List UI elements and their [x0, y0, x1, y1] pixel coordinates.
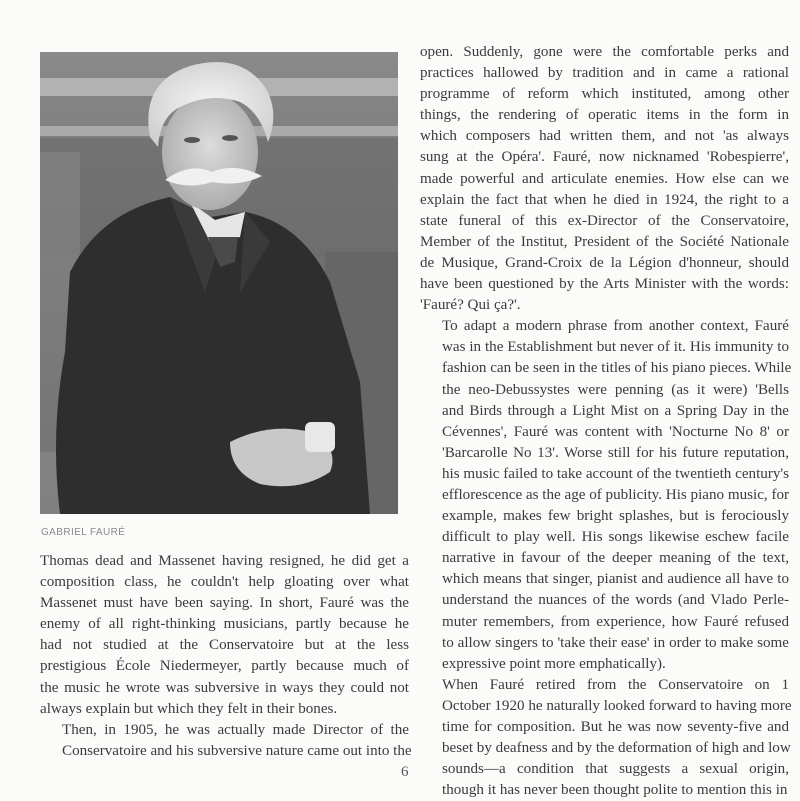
text-line: the neo-Debussystes were penning (as it were) 'Bells	[442, 381, 789, 398]
text-line: Then, in 1905, he was actually made Director of the	[62, 721, 409, 738]
text-line: had not studied at the Conservatoire but at the less	[40, 637, 409, 654]
text-line: narrative in favour of the deeper meaning of the text,	[442, 550, 789, 567]
text-line: was in the Establishment but never of it. His immunity to	[442, 339, 789, 356]
paragraph	[40, 720, 412, 762]
text-line: have been questioned by the Arts Minister with the words:	[420, 276, 789, 293]
text-line: understand the nuances of the words (and Vlado Perle-	[442, 592, 789, 609]
text-line: prestigious École Niedermeyer, partly because much of	[40, 658, 409, 675]
text-line: Thomas dead and Massenet having resigned, he did get a	[40, 553, 409, 569]
text-line: time for composition. But he was now seventy-five and	[442, 719, 789, 735]
page-number: 6	[401, 764, 409, 780]
text-line: 'Fauré? Qui ça?'.	[420, 297, 521, 314]
text-line: which composers had written them, and not 'as always	[420, 128, 789, 145]
text-line: To adapt a modern phrase from another context, Fauré	[442, 318, 789, 335]
text-line: which means that singer, pianist and audience all have to	[442, 571, 789, 588]
text-line: fashion can be seen in the titles of his piano pieces. While	[442, 360, 792, 377]
paragraph	[420, 42, 789, 316]
text-line: composition class, he couldn't help gloating over what	[40, 574, 409, 591]
text-line: things, the rendering of operatic items in the form in	[420, 107, 789, 124]
portrait-photo	[40, 52, 398, 514]
left-text-column	[40, 551, 412, 762]
face	[162, 94, 258, 210]
text-line: efflorescence as the age of publicity. His piano music, for	[442, 486, 790, 503]
text-line: difficult to play well. His songs likewise eschew facile	[442, 529, 789, 546]
text-line: explain the fact that when he died in 1924, the right to a	[420, 191, 789, 208]
paragraph	[40, 551, 409, 720]
text-line: state funeral of this ex-Director of the Conservatoire,	[420, 212, 789, 229]
text-line: muter remembers, from experience, how Fauré refused	[442, 613, 789, 630]
paragraph	[420, 316, 792, 675]
text-line: sounds—a condition that suggests a sexual origin,	[442, 761, 789, 778]
text-line: enemy of all right-thinking musicians, partly because he	[40, 616, 409, 633]
text-line: practices hallowed by tradition and in came a rational	[420, 65, 789, 82]
text-line: made powerful and articulate enemies. How else can we	[420, 170, 789, 187]
text-line: beset by deafness and by the deformation of high and low	[442, 740, 791, 757]
text-line: de Musique, Grand-Croix de la Légion d'honneur, should	[420, 254, 789, 271]
text-line: example, makes few bright splashes, but is ferociously	[442, 508, 789, 525]
text-line: to allow singers to 'take their ease' in order to make some	[442, 634, 789, 651]
text-line: his music failed to take account of the twentieth century's	[442, 465, 789, 482]
text-line: Conservatoire and his subversive nature came out into the	[62, 742, 412, 759]
text-line: programme of reform which instituted, among other	[420, 86, 789, 103]
text-line: and Birds through a Light Mist on a Spring Day in the	[442, 402, 789, 419]
text-line: sung at the Opéra'. Fauré, now nicknamed 'Robespierre',	[420, 149, 789, 166]
portrait-image	[40, 52, 398, 514]
text-line: though it has never been thought polite to mention this in	[442, 782, 788, 799]
paragraph	[420, 675, 792, 801]
text-line: the music he wrote was subversive in ways they could not	[40, 679, 409, 696]
text-line: 'Barcarolle No 13'. Worse still for his future reputation,	[442, 444, 789, 461]
text-line: Member of the Institut, President of the Société Nationale	[420, 233, 789, 250]
text-line: October 1920 he naturally looked forward to having more	[442, 697, 792, 714]
text-line: When Fauré retired from the Conservatoire on 1	[442, 676, 789, 693]
right-text-column	[420, 42, 792, 801]
text-line: open. Suddenly, gone were the comfortable perks and	[420, 44, 789, 60]
text-line: Cévennes', Fauré was content with 'Nocturne No 8' or	[442, 423, 789, 440]
text-line: expressive point more emphatically).	[442, 655, 666, 672]
text-line: always explain but which they felt in their bones.	[40, 700, 338, 717]
photo-caption: GABRIEL FAURÉ	[41, 527, 126, 538]
text-line: Massenet must have been saying. In short, Fauré was the	[40, 595, 409, 612]
